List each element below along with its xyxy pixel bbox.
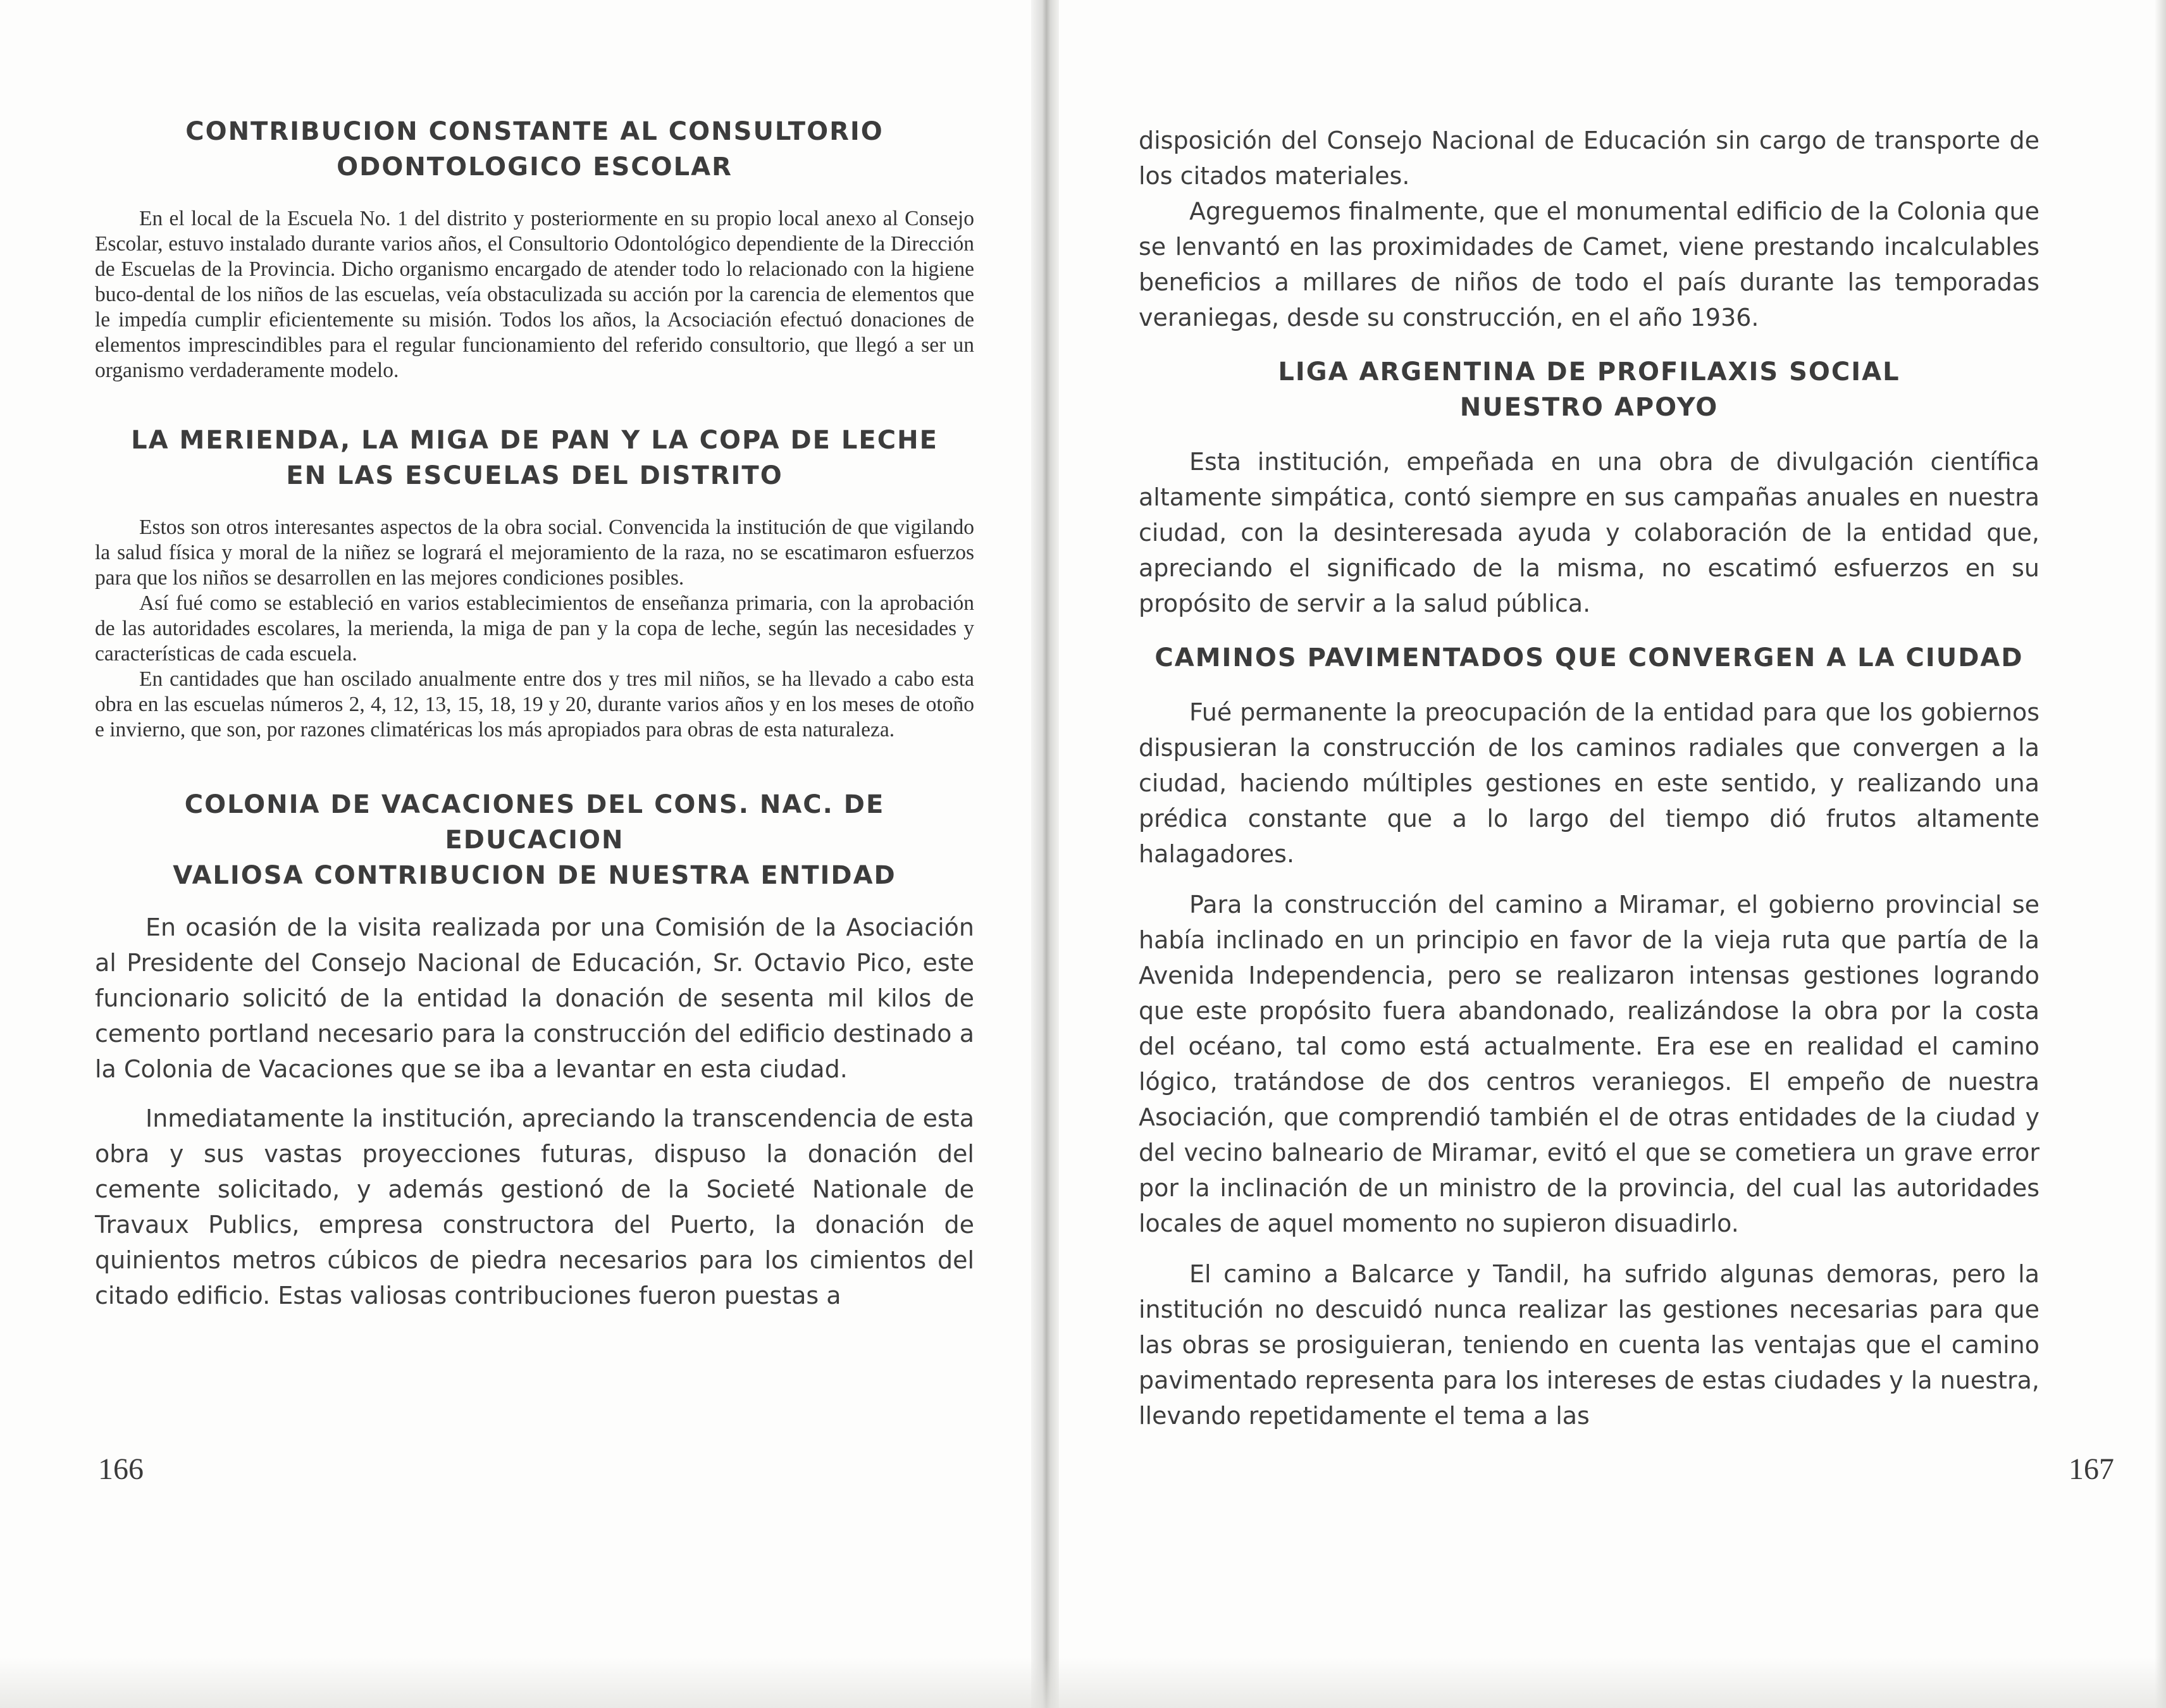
section-body-consultorio <box>95 206 974 383</box>
section-body-colonia <box>95 910 974 1313</box>
page-shadow <box>0 1657 2166 1708</box>
paragraph: Inmediatamente la institución, apreciando la transcendencia de esta obra y sus vastas proyecciones futuras, dispuso la donación del cemente solicitado, y además gestionó de la Societé Nationale de Travaux Publics, empresa constructora del Puerto, la donación de quinientos metros cúbicos de piedra necesarios para los cimientos del citado edificio. Estas valiosas contribuciones fueron puestas a <box>95 1105 974 1309</box>
heading-line: CONTRIBUCION CONSTANTE AL CONSULTORIO <box>185 117 884 146</box>
heading-line: EN LAS ESCUELAS DEL DISTRITO <box>286 461 783 490</box>
page-number: 167 <box>2069 1452 2114 1486</box>
heading-line: CAMINOS PAVIMENTADOS QUE CONVERGEN A LA CIUDAD <box>1154 643 2024 672</box>
section-heading-liga <box>1139 354 2039 425</box>
paragraph: En cantidades que han oscilado anualmente entre dos y tres mil niños, se ha llevado a cabo esta obra en las escuelas números 2, 4, 12, 13, 15, 18, 19 y 20, durante varios años y en los meses de otoño e invierno, que son, por razones climatéricas los más apropiados para obras de esta naturaleza. <box>95 667 974 741</box>
section-body-merienda <box>95 515 974 743</box>
heading-line: VALIOSA CONTRIBUCION DE NUESTRA ENTIDAD <box>173 861 896 890</box>
paragraph: Estos son otros interesantes aspectos de la obra social. Convencida la institución de que vigilando la salud física y moral de la niñez se logrará el mejoramiento de la raza, no se escatimaron esfuerzos para que los niños se desarrollen en las mejores condiciones posibles. <box>95 516 974 590</box>
heading-line: NUESTRO APOYO <box>1459 393 1719 422</box>
book-gutter <box>1031 0 1059 1708</box>
paragraph: El camino a Balcarce y Tandil, ha sufrido algunas demoras, pero la institución no descuidó nunca realizar las gestiones necesarias para que las obras se prosiguieran, teniendo en cuenta las ventajas que el camino pavimentado representa para los intereses de estas ciudades y la nuestra, llevando repetidamente el tema a las <box>1139 1260 2039 1430</box>
paragraph: disposición del Consejo Nacional de Educación sin cargo de transporte de los citados materiales. <box>1139 127 2039 190</box>
left-page <box>0 0 1050 1708</box>
paragraph: Fué permanente la preocupación de la entidad para que los gobiernos dispusieran la construcción de los caminos radiales que convergen a la ciudad, haciendo múltiples gestiones en este sentido, y realizando una prédica constante que a lo largo del tiempo dió frutos altamente halagadores. <box>1139 698 2039 868</box>
section-body-liga <box>1139 444 2039 621</box>
paragraph: Agreguemos finalmente, que el monumental edificio de la Colonia que se lenvantó en las proximidades de Camet, viene prestando incalculables beneficios a millares de niños de todo el país durante las temporadas veraniegas, desde su construcción, en el año 1936. <box>1139 197 2039 331</box>
section-heading-colonia <box>95 787 974 893</box>
section-heading-consultorio <box>95 114 974 185</box>
right-page <box>1058 0 2166 1708</box>
heading-line: ODONTOLOGICO ESCOLAR <box>337 152 733 182</box>
paragraph: Así fué como se estableció en varios establecimientos de enseñanza primaria, con la aprobación de las autoridades escolares, la merienda, la miga de pan y la copa de leche, según las necesidades y características de cada escuela. <box>95 591 974 665</box>
paragraph: Para la construcción del camino a Miramar, el gobierno provincial se había inclinado en un principio en favor de la vieja ruta que partía de la Avenida Independencia, pero se realizaron intensas gestiones logrando que este propósito fuera abandonado, realizándose la obra por la costa del océano, tal como está actualmente. Era ese en realidad el camino lógico, tratándose de dos centros veraniegos. El empeño de nuestra Asociación, que comprendió también el de otras entidades de la ciudad y del vecino balneario de Miramar, evitó el que se cometiera un grave error por la inclinación de un ministro de la provincia, del cual las autoridades locales de aquel momento no supieron disuadirlo. <box>1139 891 2039 1237</box>
heading-line: COLONIA DE VACACIONES DEL CONS. NAC. DE EDUCACION <box>184 790 885 855</box>
continued-text <box>1139 123 2039 335</box>
heading-line: LA MERIENDA, LA MIGA DE PAN Y LA COPA DE LECHE <box>131 426 938 455</box>
paragraph: Esta institución, empeñada en una obra de divulgación científica altamente simpática, contó siempre en sus campañas anuales en nuestra ciudad, con la desinteresada ayuda y colaboración de la entidad que, apreciando el significado de la misma, no escatimó esfuerzos en su propósito de servir a la salud pública. <box>1139 448 2039 617</box>
section-heading-caminos <box>1139 640 2039 676</box>
page-edge <box>2155 0 2166 1708</box>
section-body-caminos <box>1139 695 2039 1433</box>
page-number: 166 <box>98 1452 144 1486</box>
section-heading-merienda <box>95 423 974 493</box>
paragraph: En ocasión de la visita realizada por una Comisión de la Asociación al Presidente del Consejo Nacional de Educación, Sr. Octavio Pico, este funcionario solicitó de la entidad la donación de sesenta mil kilos de cemento portland necesario para la construcción del edificio destinado a la Colonia de Vacaciones que se iba a levantar en esta ciudad. <box>95 913 974 1083</box>
paragraph: En el local de la Escuela No. 1 del distrito y posteriormente en su propio local anexo al Consejo Escolar, estuvo instalado durante varios años, el Consultorio Odontológico dependiente de la Dirección de Escuelas de la Provincia. Dicho organismo encargado de atender todo lo relacionado con la higiene buco-dental de los niños de las escuelas, veía obstaculizada su acción por la carencia de elementos que le impedía cumplir eficientemente su misión. Todos los años, la Acsociación efectuó donaciones de elementos imprescindibles para el regular funcionamiento del referido consultorio, que llegó a ser un organismo verdaderamente modelo. <box>95 207 974 382</box>
heading-line: LIGA ARGENTINA DE PROFILAXIS SOCIAL <box>1278 357 1900 387</box>
